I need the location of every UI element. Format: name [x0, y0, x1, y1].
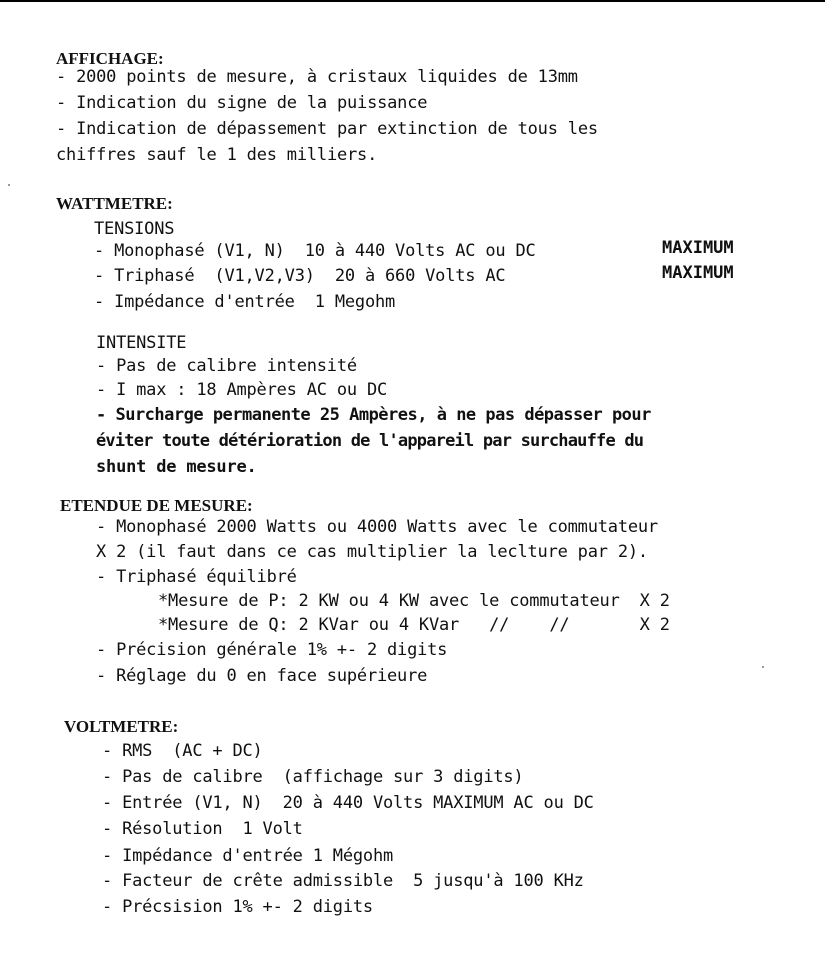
voltmetre-heading: VOLTMETRE: — [64, 717, 179, 736]
affichage-heading: AFFICHAGE: — [56, 49, 164, 68]
etendue-line-3: - Triphasé équilibré — [96, 567, 297, 587]
affichage-line-1: - 2000 points de mesure, à cristaux liquides de 13mm — [56, 67, 578, 87]
voltmetre-line-4: - Résolution 1 Volt — [102, 819, 303, 839]
speck-mark — [762, 666, 764, 668]
intensite-line-3: - Surcharge permanente 25 Ampères, à ne pas dépasser pour — [96, 405, 651, 425]
tensions-title: TENSIONS — [94, 219, 175, 239]
voltmetre-line-7: - Précsision 1% +- 2 digits — [102, 897, 373, 917]
etendue-line-2: X 2 (il faut dans ce cas multiplier la leclture par 2). — [96, 542, 648, 562]
etendue-line-1: - Monophasé 2000 Watts ou 4000 Watts avec le commutateur — [96, 517, 658, 537]
wattmetre-heading: WATTMETRE: — [56, 194, 173, 213]
intensite-line-5: shunt de mesure. — [96, 457, 257, 477]
intensite-title: INTENSITE — [96, 333, 187, 353]
affichage-line-4: chiffres sauf le 1 des milliers. — [56, 145, 378, 165]
affichage-line-2: - Indication du signe de la puissance — [56, 93, 428, 113]
voltmetre-line-2: - Pas de calibre (affichage sur 3 digits) — [102, 767, 524, 787]
voltmetre-line-1: - RMS (AC + DC) — [102, 741, 263, 761]
voltmetre-line-6: - Facteur de crête admissible 5 jusqu'à 100 KHz — [102, 871, 584, 891]
top-border-line — [0, 0, 825, 2]
etendue-heading: ETENDUE DE MESURE: — [60, 496, 253, 515]
maximum-label-1: MAXIMUM — [662, 238, 734, 258]
etendue-line-4: *Mesure de P: 2 KW ou 4 KW avec le commutateur X 2 — [158, 591, 670, 611]
intensite-line-2: - I max : 18 Ampères AC ou DC — [96, 380, 388, 400]
affichage-line-3: - Indication de dépassement par extinction de tous les — [56, 119, 598, 139]
intensite-line-1: - Pas de calibre intensité — [96, 356, 357, 376]
tensions-impedance: - Impédance d'entrée 1 Megohm — [94, 292, 396, 312]
speck-mark — [8, 184, 10, 186]
etendue-line-6: - Précision générale 1% +- 2 digits — [96, 640, 448, 660]
tensions-triphase: - Triphasé (V1,V2,V3) 20 à 660 Volts AC — [94, 266, 506, 286]
etendue-line-7: - Réglage du 0 en face supérieure — [96, 666, 428, 686]
intensite-line-4: éviter toute détérioration de l'appareil par surchauffe du — [96, 431, 644, 451]
voltmetre-line-5: - Impédance d'entrée 1 Mégohm — [102, 846, 394, 866]
maximum-label-2: MAXIMUM — [662, 263, 734, 283]
tensions-monophase: - Monophasé (V1, N) 10 à 440 Volts AC ou DC — [94, 241, 536, 261]
etendue-line-5: *Mesure de Q: 2 KVar ou 4 KVar // // X 2 — [158, 615, 670, 635]
voltmetre-line-3: - Entrée (V1, N) 20 à 440 Volts MAXIMUM AC ou DC — [102, 793, 594, 813]
